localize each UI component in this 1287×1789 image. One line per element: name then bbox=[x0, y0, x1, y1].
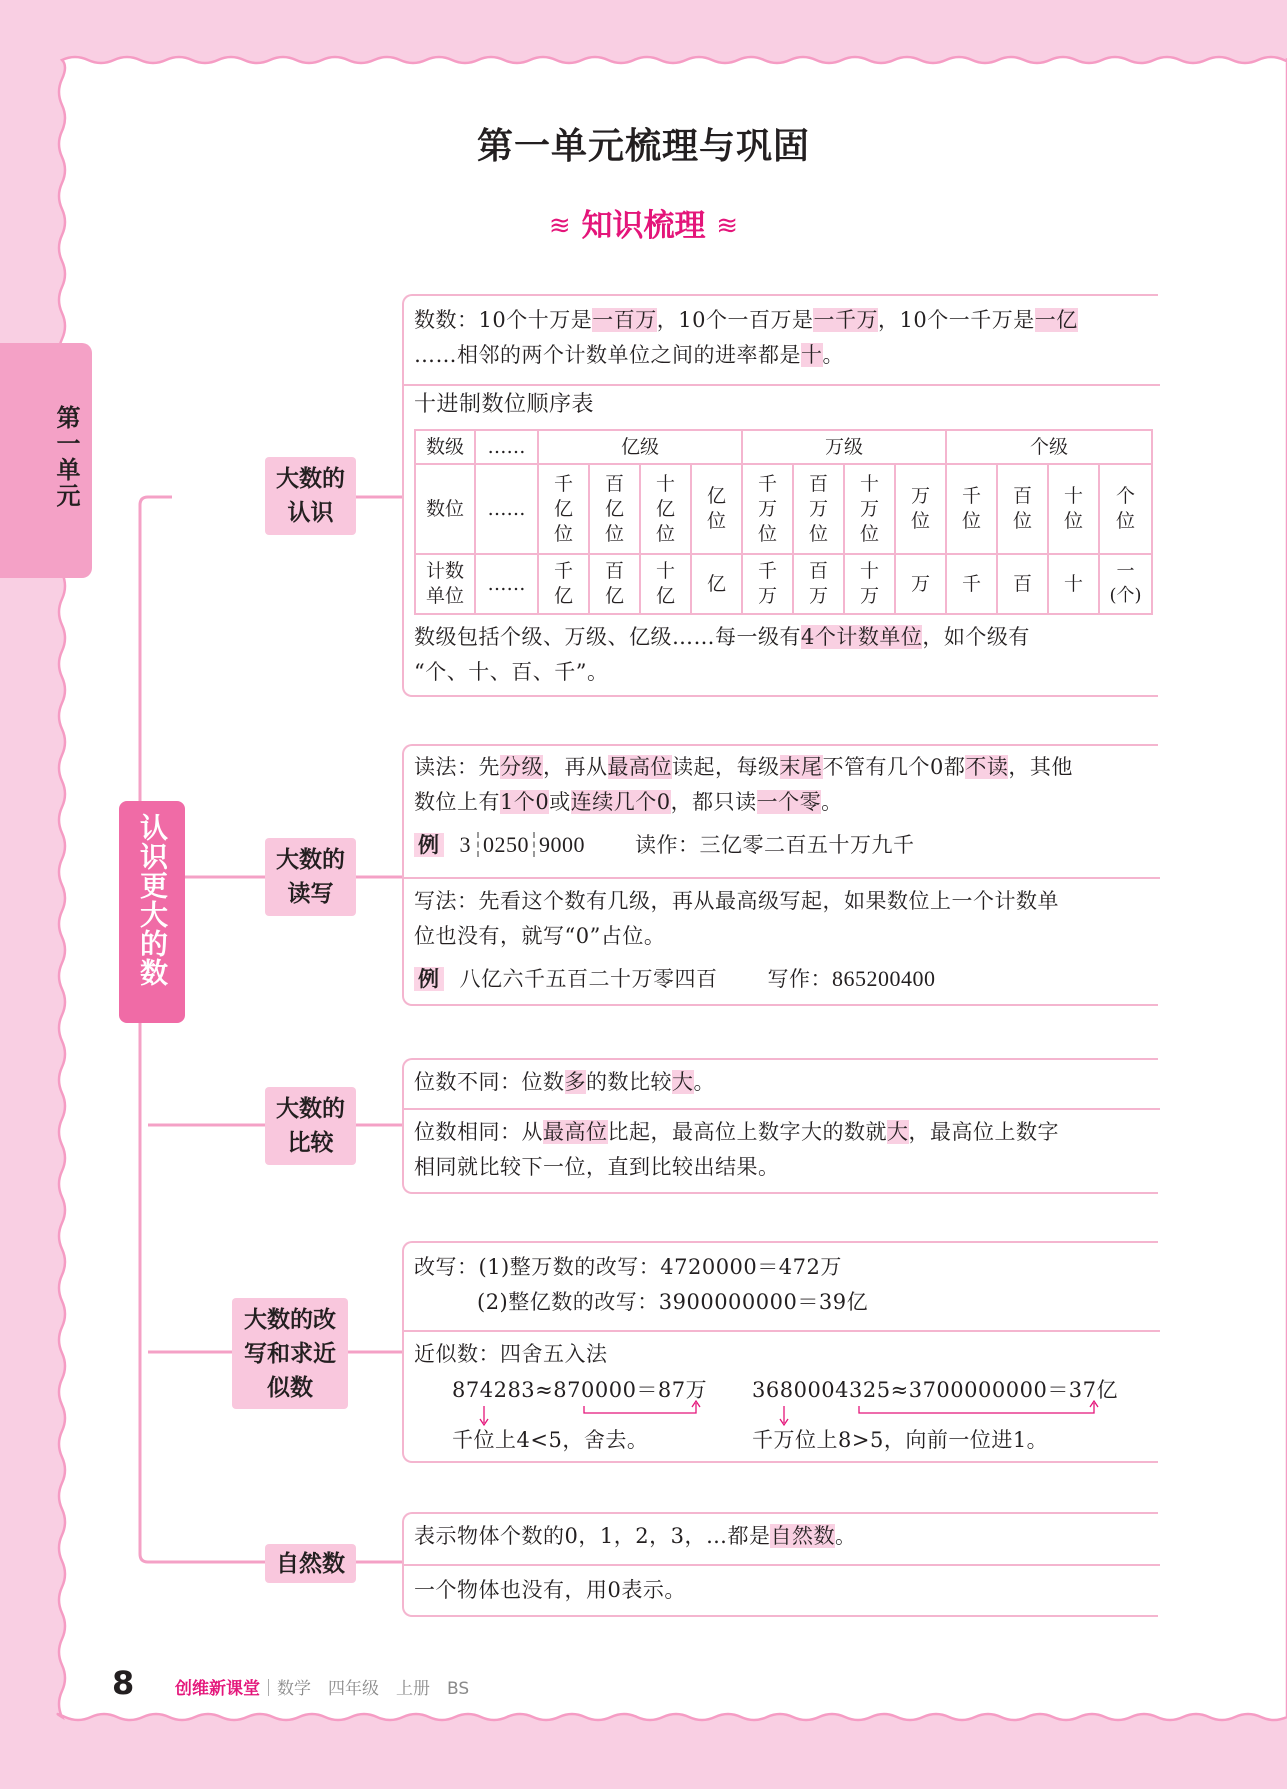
table-cell: …… bbox=[475, 554, 538, 614]
wave-right-icon: ≋ bbox=[716, 211, 739, 241]
rewrite-box bbox=[402, 1241, 1158, 1463]
write-rule-line-1: 写法：先看这个数有几级，再从最高级写起，如果数位上一个计数单 bbox=[414, 889, 1059, 913]
table-cell: 万级 bbox=[742, 430, 946, 464]
rewrite-line-1: 改写：(1)整万数的改写：4720000＝472万 bbox=[414, 1255, 842, 1279]
table-cell: 个位 bbox=[1099, 464, 1152, 554]
table-cell: 千亿位 bbox=[538, 464, 589, 554]
approx-note-1: 千位上4<5，舍去。 bbox=[452, 1428, 649, 1452]
table-cell: 亿级 bbox=[538, 430, 742, 464]
counting-line-2: ……相邻的两个计数单位之间的进率都是十。 bbox=[414, 343, 844, 367]
place-value-table bbox=[414, 429, 1153, 615]
table-cell: 万 bbox=[895, 554, 946, 614]
table-cell: 十万位 bbox=[844, 464, 895, 554]
rewrite-line-2: (2)整亿数的改写：3900000000＝39亿 bbox=[477, 1290, 869, 1314]
table-cell: 千位 bbox=[946, 464, 997, 554]
write-rule-line-2: 位也没有，就写“0”占位。 bbox=[414, 924, 666, 948]
example-tag: 例 bbox=[414, 967, 444, 991]
read-rule-line-1: 读法：先分级，再从最高位读起，每级末尾不管有几个0都不读，其他 bbox=[414, 755, 1073, 779]
table-cell: 千亿 bbox=[538, 554, 589, 614]
natural-line-1: 表示物体个数的0，1，2，3，…都是自然数。 bbox=[414, 1524, 857, 1548]
approx-note-2: 千万位上8>5，向前一位进1。 bbox=[752, 1428, 1049, 1452]
table-row-grades bbox=[415, 430, 1152, 464]
table-cell: 百万 bbox=[793, 554, 844, 614]
table-cell: 百 bbox=[997, 554, 1048, 614]
place-table-title: 十进制数位顺序表 bbox=[414, 392, 595, 417]
footer-subject: 数学 四年级 上册 BS bbox=[277, 1679, 470, 1699]
table-cell: …… bbox=[475, 464, 538, 554]
table-cell: 计数单位 bbox=[415, 554, 475, 614]
separator bbox=[404, 1108, 1160, 1110]
table-cell: …… bbox=[475, 430, 538, 464]
separator bbox=[404, 1564, 1160, 1566]
example-tag: 例 bbox=[414, 833, 444, 857]
table-row-units bbox=[415, 554, 1152, 614]
table-cell: 一(个) bbox=[1099, 554, 1152, 614]
compare-line-1: 位数不同：位数多的数比较大。 bbox=[414, 1070, 715, 1094]
table-cell: 数位 bbox=[415, 464, 475, 554]
table-cell: 万位 bbox=[895, 464, 946, 554]
separator bbox=[404, 877, 1160, 879]
topic-read-write: 大数的读写 bbox=[265, 838, 356, 916]
table-cell: 十 bbox=[1048, 554, 1099, 614]
topic-recognize: 大数的认识 bbox=[265, 457, 356, 535]
natural-box bbox=[402, 1512, 1158, 1617]
read-example: 例 3 0250 9000 读作：三亿零二百五十万九千 bbox=[414, 828, 915, 862]
table-cell: 十万 bbox=[844, 554, 895, 614]
table-cell: 百位 bbox=[997, 464, 1048, 554]
compare-box bbox=[402, 1058, 1158, 1194]
footer-brand: 创维新课堂 bbox=[175, 1679, 260, 1699]
read-rule-line-2: 数位上有1个0或连续几个0，都只读一个零。 bbox=[414, 790, 843, 814]
write-example: 例 八亿六千五百二十万零四百 写作：865200400 bbox=[414, 962, 936, 996]
table-cell: 百万位 bbox=[793, 464, 844, 554]
approx-example-1: 874283≈870000＝87万 bbox=[452, 1378, 708, 1402]
wave-left-icon: ≋ bbox=[548, 211, 571, 241]
grade-note-line-2: “个、十、百、千”。 bbox=[414, 660, 609, 684]
table-row-places bbox=[415, 464, 1152, 554]
page-title: 第一单元梳理与巩固 bbox=[476, 126, 810, 167]
recognize-box bbox=[402, 294, 1158, 697]
table-cell: 个级 bbox=[946, 430, 1152, 464]
section-label: 知识梳理 bbox=[581, 208, 706, 244]
table-cell: 数级 bbox=[415, 430, 475, 464]
table-cell: 十位 bbox=[1048, 464, 1099, 554]
separator bbox=[404, 384, 1160, 386]
table-cell: 千万 bbox=[742, 554, 793, 614]
table-cell: 千万位 bbox=[742, 464, 793, 554]
table-cell: 千 bbox=[946, 554, 997, 614]
topic-rewrite: 大数的改写和求近似数 bbox=[232, 1298, 348, 1409]
approx-title: 近似数：四舍五入法 bbox=[414, 1342, 608, 1366]
read-write-box bbox=[402, 744, 1158, 1006]
topic-natural: 自然数 bbox=[265, 1544, 356, 1583]
table-cell: 亿位 bbox=[691, 464, 742, 554]
table-cell: 百亿位 bbox=[589, 464, 640, 554]
approx-example-2: 3680004325≈3700000000＝37亿 bbox=[752, 1378, 1119, 1402]
unit-tab-label: 第一单元 bbox=[52, 405, 80, 509]
counting-line-1: 数数：10个十万是一百万，10个一百万是一千万，10个一千万是一亿 bbox=[414, 308, 1078, 332]
topic-compare: 大数的比较 bbox=[265, 1087, 356, 1165]
page-number: 8 bbox=[112, 1664, 135, 1702]
footer-text: 创维新课堂｜数学 四年级 上册 BS bbox=[175, 1679, 470, 1699]
approx-arrows bbox=[404, 1243, 1160, 1465]
table-cell: 十亿位 bbox=[640, 464, 691, 554]
table-cell: 百亿 bbox=[589, 554, 640, 614]
compare-line-3: 相同就比较下一位，直到比较出结果。 bbox=[414, 1155, 780, 1179]
table-cell: 亿 bbox=[691, 554, 742, 614]
main-topic-label: 认识更大的数 bbox=[119, 801, 185, 1023]
natural-line-2: 一个物体也没有，用0表示。 bbox=[414, 1578, 686, 1602]
grade-note-line-1: 数级包括个级、万级、亿级……每一级有4个计数单位，如个级有 bbox=[414, 625, 1030, 649]
table-cell: 十亿 bbox=[640, 554, 691, 614]
compare-line-2: 位数相同：从最高位比起，最高位上数字大的数就大，最高位上数字 bbox=[414, 1120, 1059, 1144]
